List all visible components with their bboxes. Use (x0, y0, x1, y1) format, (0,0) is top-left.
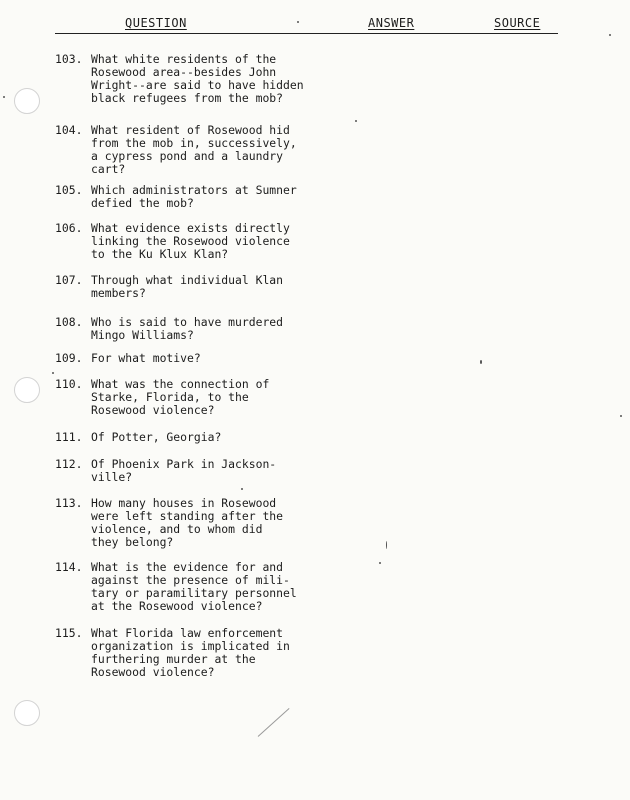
scan-speck (241, 488, 243, 490)
question-number: 106. (55, 221, 83, 235)
scan-speck (355, 120, 357, 122)
header-rule (55, 33, 558, 34)
source-column-label: SOURCE (494, 16, 541, 30)
question-text: What is the evidence for and against the presence of mili- tary or paramilitary personnel at the Rosewood violence? (91, 560, 297, 613)
question-text: Through what individual Klan members? (91, 273, 284, 300)
question-number: 111. (55, 430, 83, 444)
column-header (0, 12, 630, 34)
question-text: What was the connection of Starke, Florida, to the Rosewood violence? (91, 377, 270, 417)
question-number: 113. (55, 496, 83, 510)
question-number: 104. (55, 123, 83, 137)
question-text: What evidence exists directly linking the Rosewood violence to the Ku Klux Klan? (91, 221, 290, 261)
hole-punch (14, 377, 40, 403)
question-number: 114. (55, 560, 83, 574)
question-text: Who is said to have murdered Mingo Williams? (91, 315, 284, 342)
question-number: 107. (55, 273, 83, 287)
scan-speck (609, 34, 611, 36)
question-text: How many houses in Rosewood were left standing after the violence, and to whom did they belong? (91, 496, 284, 549)
question-number: 110. (55, 377, 83, 391)
scan-speck (386, 541, 387, 549)
stray-pencil-mark (258, 708, 290, 737)
question-number: 108. (55, 315, 83, 329)
question-text: Of Phoenix Park in Jackson- ville? (91, 457, 277, 484)
hole-punch (14, 88, 40, 114)
scan-speck (297, 21, 299, 23)
question-text: For what motive? (91, 351, 201, 365)
question-text: Which administrators at Sumner defied the mob? (91, 183, 297, 210)
question-text: What resident of Rosewood hid from the mob in, successively, a cypress pond and a laundry cart? (91, 123, 297, 176)
question-number: 103. (55, 52, 83, 66)
hole-punch (14, 700, 40, 726)
question-number: 109. (55, 351, 83, 365)
answer-column-label: ANSWER (368, 16, 415, 30)
scan-speck (480, 360, 482, 364)
question-number: 112. (55, 457, 83, 471)
scan-speck (620, 415, 622, 417)
question-text: What Florida law enforcement organization is implicated in furthering murder at the Rosewood violence? (91, 626, 290, 679)
scan-speck (52, 372, 54, 374)
question-number: 115. (55, 626, 83, 640)
scan-speck (3, 96, 5, 98)
question-number: 105. (55, 183, 83, 197)
question-text: Of Potter, Georgia? (91, 430, 222, 444)
question-column-label: QUESTION (125, 16, 187, 30)
question-text: What white residents of the Rosewood area--besides John Wright--are said to have hidden black refugees from the mob? (91, 52, 304, 105)
scan-speck (379, 562, 381, 564)
